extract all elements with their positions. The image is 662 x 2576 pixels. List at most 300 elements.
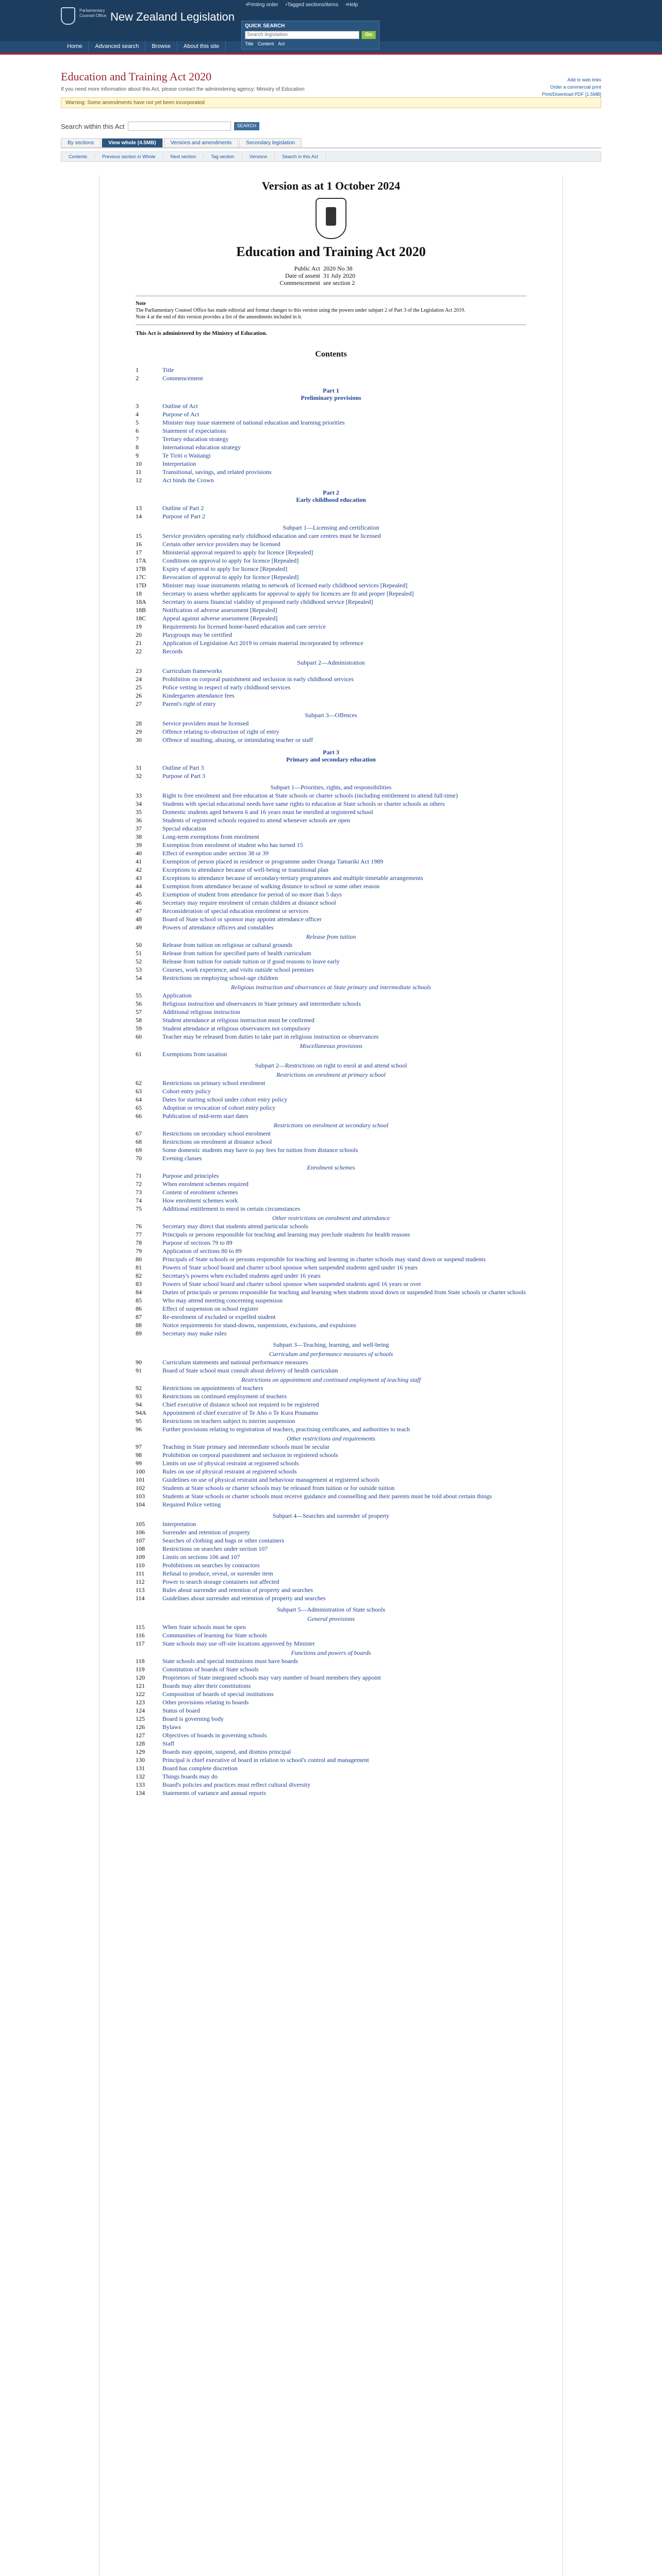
toc-link[interactable]: Some domestic students may have to pay fees for tuition from distance schools (162, 1146, 358, 1154)
toc-link[interactable]: Interpretation (162, 460, 196, 467)
toc-number: 23 (136, 667, 142, 674)
toc-link[interactable]: Purpose and principles (162, 1172, 219, 1179)
contents-button[interactable]: Contents (61, 154, 95, 159)
toc-entry (136, 1674, 526, 1681)
toc-number: 66 (136, 1112, 142, 1120)
toc-number: 47 (136, 907, 142, 914)
toc-link[interactable]: Exceptions to attendance because of secondary-tertiary programmes and multiple timetable arrangements (162, 874, 423, 882)
toc-link[interactable]: Guidelines on use of physical restraint and behaviour management at registered schools (162, 1476, 379, 1483)
toc-link[interactable]: Principal is chief executive of board in relation to school's control and management (162, 1756, 369, 1764)
toc-entry (136, 549, 526, 556)
versions-button[interactable]: Versions (242, 154, 275, 159)
meta-value: 31 July 2020 (323, 272, 356, 279)
toc-link[interactable]: Special education (162, 825, 206, 832)
toc-number: 79 (136, 1247, 142, 1255)
radio-content[interactable]: Content (257, 41, 274, 46)
toc-link[interactable]: Prohibitions on searches by contractors (162, 1562, 260, 1569)
toc-link[interactable]: Service providers must be licensed (162, 720, 249, 727)
download-pdf-link[interactable]: Print/Download PDF [1.5MB] (541, 92, 601, 97)
toc-link[interactable]: State schools and special institutions must have boards (162, 1657, 298, 1665)
toc-link[interactable]: Offence relating to obstruction of right of entry (162, 728, 279, 735)
toc-link[interactable]: Boards may alter their constitutions (162, 1682, 251, 1689)
toc-crossheading[interactable]: Release from tuition (306, 933, 356, 940)
toc-link[interactable]: Effect of suspension on school register (162, 1305, 259, 1312)
toc-entry (136, 1088, 526, 1095)
toc-subpart-heading[interactable]: Subpart 1—Priorities, rights, and responsibilities (270, 784, 392, 791)
toc-link[interactable]: Limits on sections 106 and 107 (162, 1553, 240, 1561)
toc-link[interactable]: Chief executive of distance school not required to be registered (162, 1401, 319, 1408)
toc-entry (136, 411, 526, 418)
toc-link[interactable]: Playgroups may be certified (162, 631, 232, 638)
toc-entry (136, 950, 526, 957)
toc-entry (136, 1155, 526, 1162)
toc-entry (136, 764, 526, 771)
toc-link[interactable]: Power to search storage containers not affected (162, 1578, 279, 1585)
toc-link[interactable]: Adoption or revocation of cohort entry policy (162, 1104, 276, 1111)
toc-crossheading[interactable]: Restrictions on enrolment at secondary school (273, 1122, 389, 1129)
toc-number: 120 (136, 1674, 145, 1681)
toc-link[interactable]: Additional religious instruction (162, 1008, 240, 1015)
toc-entry (136, 1205, 526, 1212)
search-act-button[interactable]: Search in this Act (275, 154, 326, 159)
toc-number: 78 (136, 1239, 142, 1246)
quick-search-panel (241, 21, 379, 49)
toc-link[interactable]: Objectives of boards in governing schools (162, 1732, 267, 1739)
toc-crossheading[interactable]: Religious instruction and observances at State primary and intermediate schools (230, 984, 432, 991)
toc-number: 111 (136, 1570, 145, 1577)
toc-entry (136, 1297, 526, 1304)
toc-link[interactable]: Exemptions from taxation (162, 1050, 227, 1058)
part-title[interactable]: Preliminary provisions (301, 394, 361, 401)
toc-number: 73 (136, 1189, 142, 1196)
next-section-button[interactable]: Next section (163, 154, 204, 159)
toc-link[interactable]: Who may attend meeting concerning suspension (162, 1297, 283, 1304)
toc-link[interactable]: Searches of clothing and bags or other containers (162, 1537, 285, 1544)
toc-crossheading[interactable]: Other restrictions on enrolment and attendance (272, 1214, 390, 1222)
toc-link[interactable]: Revocation of approval to apply for licence [Repealed] (162, 573, 299, 581)
toc-link[interactable]: Other provisions relating to boards (162, 1699, 249, 1706)
part-number[interactable]: Part 1 (323, 387, 339, 394)
part-title[interactable]: Primary and secondary education (286, 756, 376, 763)
toc-link[interactable]: Secretary's powers when excluded students aged under 16 years (162, 1272, 321, 1279)
toc-link[interactable]: Students at State schools or charter schools may be released from tuition or for outside tuition (162, 1484, 395, 1492)
toc-link[interactable]: Domestic students aged between 6 and 16 years must be enrolled at registered school (162, 808, 373, 816)
nav-advanced-search[interactable]: Advanced search (89, 41, 145, 53)
toc-crossheading[interactable]: General provisions (307, 1615, 355, 1622)
toc-number: 15 (136, 532, 142, 539)
toc-number: 101 (136, 1476, 145, 1483)
administered-by: This Act is administered by the Ministry of Education. (136, 330, 267, 336)
toc-entry (136, 1305, 526, 1312)
toc-link[interactable]: Additional entitlement to enrol in certain circumstances (162, 1205, 301, 1212)
toc-link[interactable]: Curriculum frameworks (162, 667, 222, 674)
toc-entry (136, 1545, 526, 1552)
toc-link[interactable]: Interpretation (162, 1520, 196, 1528)
toc-link[interactable]: State schools may use off-site locations approved by Minister (162, 1640, 315, 1647)
toc-subpart-heading[interactable]: Subpart 3—Teaching, learning, and well-being (273, 1341, 389, 1348)
toc-entry (136, 800, 526, 807)
radio-act[interactable]: Act (278, 41, 285, 46)
toc-entry (136, 513, 526, 520)
toc-entry (136, 1426, 526, 1433)
toc-link[interactable]: Evening classes (162, 1155, 202, 1162)
toc-number: 60 (136, 1033, 142, 1040)
quick-search-go-button[interactable]: Go (361, 31, 376, 39)
toc-entry (136, 667, 526, 674)
part-number[interactable]: Part 3 (323, 749, 339, 756)
toc-link[interactable]: Parent's right of entry (162, 700, 216, 707)
toc-entry (136, 1586, 526, 1594)
toc-link[interactable]: Duties of principals or persons responsible for teaching and learning when students stood down or suspended from State schools or charter schools (162, 1289, 526, 1296)
toc-number: 98 (136, 1451, 142, 1459)
toc-link[interactable]: Rules on use of physical restraint at registered schools (162, 1468, 297, 1475)
toc-link[interactable]: Limits on use of physical restraint at registered schools (162, 1460, 299, 1467)
toc-entry (136, 1553, 526, 1561)
toc-link[interactable]: When State schools must be open (162, 1623, 246, 1631)
toc-link[interactable]: Exemption of person placed in residence or programme under Oranga Tamariki Act 1989 (162, 858, 384, 865)
toc-number: 96 (136, 1426, 142, 1433)
toc-entry (136, 1025, 526, 1032)
toc-link[interactable]: Refusal to produce, reveal, or surrender item (162, 1570, 273, 1577)
toc-number: 49 (136, 924, 142, 931)
toc-link[interactable]: Purpose of Act (162, 411, 200, 418)
toc-link[interactable]: Minister may issue statement of national education and learning priorities (162, 419, 345, 426)
toc-number: 90 (136, 1359, 142, 1366)
toc-entry (136, 728, 526, 735)
order-print-link[interactable]: Order a commercial print (550, 84, 601, 90)
toc-subpart-heading[interactable]: Subpart 5—Administration of State schools (277, 1606, 385, 1613)
toc-number: 69 (136, 1146, 142, 1154)
toc-link[interactable]: Dates for starting school under cohort entry policy (162, 1096, 288, 1103)
toc-entry (136, 648, 526, 655)
toc-subpart-heading[interactable]: Subpart 2—Administration (297, 659, 365, 666)
toc-link[interactable]: Appeal against adverse assessment [Repealed] (162, 615, 278, 622)
toc-link[interactable]: Requirements for licensed home-based education and care service (162, 623, 326, 630)
divider (0, 53, 662, 55)
toc-link[interactable]: Restrictions on secondary school enrolment (162, 1130, 271, 1137)
toc-number: 100 (136, 1468, 145, 1475)
toc-number: 109 (136, 1553, 145, 1561)
toc-link[interactable]: Powers of State school board and charter school sponsor when suspended students aged 16 years or over (162, 1280, 421, 1287)
quick-search-input[interactable]: Search legislation (245, 31, 359, 39)
toc-subpart-heading[interactable]: Subpart 3—Offences (305, 711, 357, 719)
toc-link[interactable]: Secretary to assess financial viability of proposed early childhood service [Repealed] (162, 598, 373, 605)
toc-link[interactable]: Restrictions on enrolment at distance school (162, 1138, 272, 1145)
toc-link[interactable]: Student attendance at religious observances not compulsory (162, 1025, 311, 1032)
toc-link[interactable]: Boards may appoint, suspend, and dismiss principal (162, 1748, 291, 1755)
toc-link[interactable]: Application (162, 992, 192, 999)
toc-crossheading[interactable]: Other restrictions and requirements (287, 1435, 375, 1442)
search-within-act (61, 122, 601, 131)
toc-link[interactable]: Exemption of student from attendance for period of no more than 5 days (162, 891, 342, 898)
toc-entry (136, 1359, 526, 1366)
toc-link[interactable]: Purpose of sections 79 to 89 (162, 1239, 233, 1246)
toc-link[interactable]: Exemption from enrolment of student who has turned 15 (162, 841, 303, 849)
toc-link[interactable]: Guidelines about surrender and retention of property and searches (162, 1595, 326, 1602)
toc-number: 42 (136, 866, 142, 873)
amendment-warning: Warning: Some amendments have not yet been incorporated (61, 97, 601, 108)
nav-about[interactable]: About this site (177, 41, 226, 53)
toc-link[interactable]: Religious instruction and observances in State primary and intermediate schools (162, 1000, 361, 1007)
toc-link[interactable]: Outline of Part 2 (162, 504, 204, 512)
toc-link[interactable]: Act binds the Crown (162, 477, 214, 484)
toc-link[interactable]: Effect of exemption under section 38 or 39 (162, 850, 269, 857)
version-heading: Version as at 1 October 2024 (261, 179, 401, 192)
toc-number: 116 (136, 1632, 145, 1639)
toc-link[interactable]: When enrolment schemes required (162, 1180, 249, 1188)
toc-link[interactable]: Certain other service providers may be licensed (162, 540, 280, 548)
toc-entry (136, 402, 526, 410)
toc-link[interactable]: Statements of variance and annual reports (162, 1789, 266, 1797)
toc-entry (136, 1172, 526, 1179)
toc-link[interactable]: How enrolment schemes work (162, 1197, 238, 1204)
toc-entry (136, 1146, 526, 1154)
toc-number: 130 (136, 1756, 145, 1764)
toc-entry (136, 444, 526, 451)
toc-link[interactable]: Board of State school must consult about delivery of health curriculum (162, 1367, 338, 1374)
toc-number: 62 (136, 1079, 142, 1087)
toc-number: 44 (136, 883, 142, 890)
toc-number: 106 (136, 1529, 145, 1536)
toc-subpart-heading[interactable]: Subpart 4—Searches and surrender of property (272, 1512, 390, 1519)
toc-link[interactable]: Board's policies and practices must reflect cultural diversity (162, 1781, 311, 1788)
toc-link[interactable]: Purpose of Part 2 (162, 513, 205, 520)
toc-link[interactable]: Board of State school or sponsor may appoint attendance officer (162, 916, 322, 923)
toc-number: 102 (136, 1484, 145, 1492)
toc-link[interactable]: Further provisions relating to registration of teachers, practising certificates, and authorities to teach (162, 1426, 410, 1433)
search-within-input[interactable] (128, 122, 231, 131)
toc-link[interactable]: Service providers operating early childhood education and care centres must be licensed (162, 532, 381, 539)
toc-number: 74 (136, 1197, 142, 1204)
toc-link[interactable]: Restrictions on employing school-age children (162, 974, 278, 981)
toc-number: 129 (136, 1748, 145, 1755)
toc-link[interactable]: Principals of State schools or persons responsible for teaching and learning in charter schools may stand down or suspend students (162, 1256, 486, 1263)
toc-number: 21 (136, 639, 142, 647)
toc-link[interactable]: Prohibition on corporal punishment and seclusion in early childhood services (162, 675, 354, 683)
toc-link[interactable]: Notice requirements for stand-downs, suspensions, exclusions, and expulsions (162, 1321, 356, 1329)
toc-link[interactable]: Courses, work experience, and visits outside school premises (162, 966, 314, 973)
toc-number: 14 (136, 513, 142, 520)
toc-link[interactable]: Expiry of approval to apply for licence [Repealed] (162, 565, 288, 572)
toc-link[interactable]: Proprietors of State integrated schools may vary number of board members they appoint (162, 1674, 381, 1681)
toc-number: 32 (136, 772, 142, 779)
toc-link[interactable]: Purpose of Part 3 (162, 772, 205, 779)
toc-crossheading[interactable]: Miscellaneous provisions (300, 1042, 362, 1049)
toc-link[interactable]: Restrictions on searches under section 107 (162, 1545, 268, 1552)
toc-crossheading[interactable]: Functions and powers of boards (291, 1649, 371, 1656)
toc-link[interactable]: Statement of expectations (162, 427, 226, 434)
toc-link[interactable]: Student attendance at religious instruction must be confirmed (162, 1016, 315, 1024)
toc-link[interactable]: Exemption from attendance because of walking distance to school or some other reason (162, 883, 380, 890)
toc-link[interactable]: Release from tuition for specified parts of health curriculum (162, 950, 311, 957)
toc-link[interactable]: Staff (162, 1740, 175, 1747)
toc-link[interactable]: Application of sections 80 to 89 (162, 1247, 242, 1255)
toc-link[interactable]: Required Police vetting (162, 1501, 221, 1508)
toc-number: 18 (136, 590, 142, 597)
toc-link[interactable]: Status of board (162, 1707, 200, 1714)
toc-subpart-heading[interactable]: Subpart 1—Licensing and certification (283, 524, 379, 531)
toc-number: 55 (136, 992, 142, 999)
toc-link[interactable]: Content of enrolment schemes (162, 1189, 238, 1196)
toc-entry (136, 891, 526, 898)
meta-key: Public Act (294, 265, 320, 272)
toc-link[interactable]: Secretary may require enrolment of certain children at distance school (162, 899, 336, 906)
toc-number: 52 (136, 958, 142, 965)
toc-number: 10 (136, 460, 142, 467)
toc-link[interactable]: Tertiary education strategy (162, 435, 229, 443)
toc-link[interactable]: Surrender and retention of property (162, 1529, 250, 1536)
toc-link[interactable]: Reconsideration of special education enrolment or services (162, 907, 309, 914)
toc-crossheading[interactable]: Restrictions on appointment and continued employment of teaching staff (241, 1376, 421, 1383)
toc-entry (136, 1578, 526, 1585)
search-within-button[interactable]: SEARCH (234, 122, 260, 130)
search-within-label: Search within this Act (61, 122, 125, 130)
toc-entry (136, 1443, 526, 1450)
toc-link[interactable]: Te Tiriti o Waitangi (162, 452, 211, 459)
toc-link[interactable]: Appointment of chief executive of Te Aho o Te Kura Pounamu (162, 1409, 318, 1416)
toc-link[interactable]: Notification of adverse assessment [Repealed] (162, 606, 277, 614)
toc-entry (136, 1632, 526, 1639)
toc-link[interactable]: Restrictions on primary school enrolment (162, 1079, 266, 1087)
toc-number: 132 (136, 1773, 145, 1780)
nav-home[interactable]: Home (61, 41, 89, 53)
toc-link[interactable]: Release from tuition for outside tuition or if good reasons to leave early (162, 958, 340, 965)
toc-link[interactable]: Release from tuition on religious or cultural grounds (162, 941, 293, 948)
toc-number: 18A (136, 598, 146, 605)
toc-number: 104 (136, 1501, 145, 1508)
help-link[interactable]: ▪ Help (345, 2, 358, 8)
toc-crossheading[interactable]: Curriculum and performance measures of schools (269, 1350, 393, 1358)
add-web-links-link[interactable]: Add to web links (567, 77, 601, 82)
toc-link[interactable]: Bylaws (162, 1723, 181, 1731)
tab-secondary-legislation[interactable]: Secondary legislation (239, 138, 302, 147)
nav-browse[interactable]: Browse (145, 41, 177, 53)
toc-number: 50 (136, 941, 142, 948)
radio-title[interactable]: Title (245, 41, 254, 46)
toc-number: 119 (136, 1666, 145, 1673)
toc-link[interactable]: Police vetting in respect of early childhood services (162, 684, 291, 691)
toc-number: 17D (136, 582, 146, 589)
toc-link[interactable]: Secretary may make rules (162, 1330, 227, 1337)
toc-number: 46 (136, 899, 142, 906)
toc-link[interactable]: Secretary may direct that students attend particular schools (162, 1223, 308, 1230)
toc-link[interactable]: Conditions on approval to apply for licence [Repealed] (162, 557, 299, 564)
tab-by-sections[interactable]: By sections (61, 138, 101, 147)
toc-crossheading[interactable]: Restrictions on enrolment at primary school (276, 1071, 386, 1078)
previous-section-button[interactable]: Previous section in Whole (95, 154, 163, 159)
toc-entry (136, 1008, 526, 1015)
toc-entry (136, 1537, 526, 1544)
part-number[interactable]: Part 2 (323, 489, 339, 496)
toc-link[interactable]: Transitional, savings, and related provisions (162, 468, 272, 476)
toc-number: 5 (136, 419, 139, 426)
toc-number: 68 (136, 1138, 142, 1145)
toc-link[interactable]: Commencement (162, 375, 203, 382)
toc-link[interactable]: Records (162, 648, 183, 655)
toc-link[interactable]: Long-term exemptions from enrolment (162, 833, 259, 840)
toc-link[interactable]: Outline of Act (162, 402, 198, 410)
toc-entry (136, 1756, 526, 1764)
toc-link[interactable]: Students with special educational needs have same rights to education at State schools or charter schools as others (162, 800, 445, 807)
toc-entry (136, 825, 526, 832)
site-brand[interactable]: New Zealand Legislation (110, 10, 235, 23)
toc-link[interactable]: Ministerial approval required to apply for licence [Repealed] (162, 549, 313, 556)
toc-entry (136, 557, 526, 564)
toc-link[interactable]: Title (162, 366, 174, 374)
toc-entry (136, 1197, 526, 1204)
toc-link[interactable]: Right to free enrolment and free education at State schools or charter schools (including entitlement to attend full-time) (162, 792, 458, 799)
toc-link[interactable]: Students of registered schools required to attend whenever schools are open (162, 817, 350, 824)
toc-link[interactable]: Restrictions on teachers subject to interim suspension (162, 1417, 295, 1425)
toc-link[interactable]: Students at State schools or charter schools must receive guidance and counselling and their parents must be told about certain things (162, 1493, 492, 1500)
toc-link[interactable]: Composition of boards of special institutions (162, 1690, 274, 1698)
tagged-items-link[interactable]: ▪ Tagged sections/items (286, 2, 339, 8)
toc-link[interactable]: Curriculum statements and national performance measures (162, 1359, 308, 1366)
toc-entry (136, 1112, 526, 1120)
toc-link[interactable]: Teaching in State primary and intermediate schools must be secular (162, 1443, 330, 1450)
toc-number: 134 (136, 1789, 145, 1797)
toc-entry (136, 1104, 526, 1111)
toc-link[interactable]: Restrictions on continued employment of teachers (162, 1393, 287, 1400)
toc-link[interactable]: Board is governing body (162, 1715, 224, 1722)
toc-number: 92 (136, 1384, 142, 1392)
toc-link[interactable]: Restrictions on appointments of teachers (162, 1384, 263, 1392)
toc-link[interactable]: International education strategy (162, 444, 241, 451)
tab-view-whole[interactable]: View whole (4.5MB) (102, 138, 163, 147)
toc-link[interactable]: Minister may issue instruments relating to network of licensed early childhood services [Repealed] (162, 582, 408, 589)
printing-order-link[interactable]: ▪ Printing order (245, 2, 278, 8)
toc-link[interactable]: Offence of insulting, abusing, or intimidating teacher or staff (162, 736, 313, 743)
toc-number: 63 (136, 1088, 142, 1095)
toc-crossheading[interactable]: Enrolment schemes (307, 1164, 355, 1171)
toc-link[interactable]: Kindergarten attendance fees (162, 692, 235, 699)
toc-link[interactable]: Rules about surrender and retention of property and searches (162, 1586, 313, 1594)
toc-link[interactable]: Things boards may do (162, 1773, 218, 1780)
toc-link[interactable]: Powers of attendance officers and constables (162, 924, 274, 931)
toc-link[interactable]: Board has complete discretion (162, 1765, 238, 1772)
toc-number: 38 (136, 833, 142, 840)
toc-link[interactable]: Cohort entry policy (162, 1088, 211, 1095)
toc-link[interactable]: Outline of Part 3 (162, 764, 204, 771)
toc-entry (136, 1223, 526, 1230)
toc-link[interactable]: Application of Legislation Act 2019 to certain material incorporated by reference (162, 639, 363, 647)
toc-link[interactable]: Principals or persons responsible for teaching and learning may preclude students for health reasons (162, 1231, 410, 1238)
tag-section-button[interactable]: Tag section (204, 154, 242, 159)
toc-link[interactable]: Powers of State school board and charter school sponsor when suspended students aged under 16 years (162, 1264, 418, 1271)
toc-link[interactable]: Prohibition on corporal punishment and seclusion in registered schools (162, 1451, 338, 1459)
toc-link[interactable]: Communities of learning for State schools (162, 1632, 267, 1639)
toc-link[interactable]: Teacher may be released from duties to take part in religious instruction or observances (162, 1033, 379, 1040)
toc-link[interactable]: Re-enrolment of excluded or expelled student (162, 1313, 276, 1320)
toc-entry (136, 1520, 526, 1528)
content-wrap (61, 70, 601, 2576)
toc-entry (136, 1393, 526, 1400)
toc-entry (136, 1256, 526, 1263)
toc-link[interactable]: Constitution of boards of State schools (162, 1666, 259, 1673)
tab-versions[interactable]: Versions and amendments (164, 138, 238, 147)
part-title[interactable]: Early childhood education (296, 496, 366, 503)
toc-entry (136, 874, 526, 882)
toc-link[interactable]: Exceptions to attendance because of well-being or transitional plan (162, 866, 328, 873)
toc-number: 112 (136, 1578, 145, 1585)
toc-entry (136, 1623, 526, 1631)
toc-link[interactable]: Secretary to assess whether applicants for approval to apply for licences are fit and proper [Repealed] (162, 590, 414, 597)
toc-number: 61 (136, 1050, 142, 1058)
toc-subpart-heading[interactable]: Subpart 2—Restrictions on right to enrol at and attend school (255, 1062, 407, 1069)
toc-entry (136, 1289, 526, 1296)
toc-link[interactable]: Publication of mid-term start dates (162, 1112, 249, 1120)
toc-entry (136, 1748, 526, 1755)
